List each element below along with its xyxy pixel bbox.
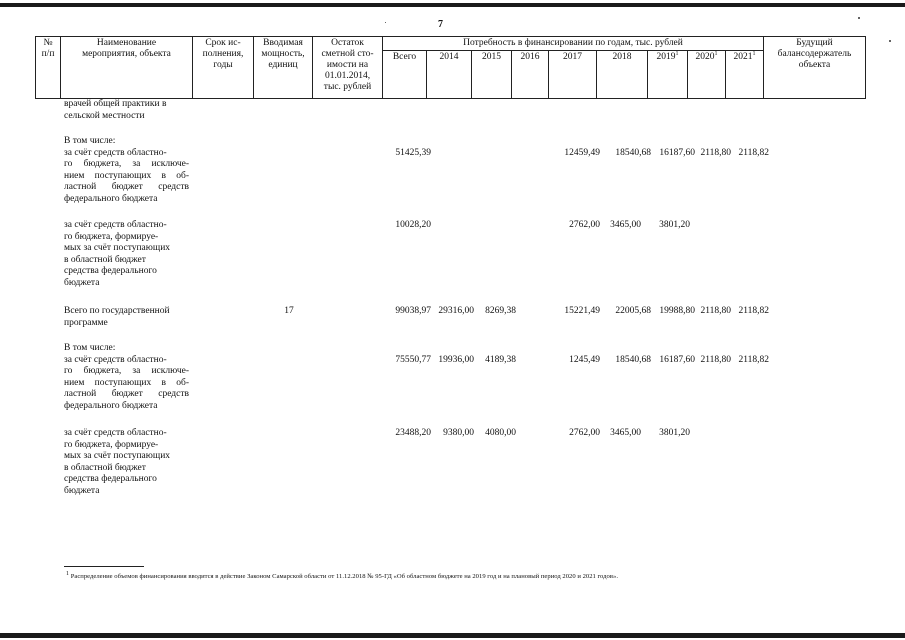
cell-2015: 4080,00 xyxy=(485,428,516,438)
cell-2017: 15221,49 xyxy=(564,306,600,316)
cell-2019: 3801,20 xyxy=(659,220,690,230)
cell-2018: 18540,68 xyxy=(615,355,651,365)
cell-2018: 3465,00 xyxy=(610,220,641,230)
row-name: за счёт средств областно- го бюджета, формируе- мых за счёт поступающих в областной бюджет средства федерального бюджета xyxy=(64,428,171,496)
header-col-holder: Будущий балансодержатель объекта xyxy=(764,37,866,99)
cell-2021: 2118,82 xyxy=(738,148,769,158)
header-year-2017: 2017 xyxy=(549,51,597,99)
page-number: 7 xyxy=(438,19,443,30)
cell-2020: 2118,80 xyxy=(700,355,731,365)
scan-edge-top xyxy=(0,3,905,7)
header-year-2019: 2019$^1$ xyxy=(648,51,688,99)
cell-2017: 2762,00 xyxy=(569,428,600,438)
header-col-capacity: Вводимая мощность, единиц xyxy=(254,37,313,99)
row-name: за счёт средств областно- го бюджета, формируе- мых за счёт поступающих в областной бюджет средства федерального бюджета xyxy=(64,220,171,288)
cell-total: 51425,39 xyxy=(395,148,431,158)
cell-2017: 2762,00 xyxy=(569,220,600,230)
header-col-need: Потребность в финансировании по годам, тыс. рублей xyxy=(383,37,764,51)
cell-2014: 29316,00 xyxy=(438,306,474,316)
cell-2018: 18540,68 xyxy=(615,148,651,158)
cell-2015: 4189,38 xyxy=(485,355,516,365)
scan-speck xyxy=(889,40,891,42)
header-year-2014: 2014 xyxy=(427,51,472,99)
header-col-number: № п/п xyxy=(36,37,61,99)
cell-2021: 2118,82 xyxy=(738,355,769,365)
cell-total: 10028,20 xyxy=(395,220,431,230)
cell-2021: 2118,82 xyxy=(738,306,769,316)
cell-total: 75550,77 xyxy=(395,355,431,365)
cell-2017: 1245,49 xyxy=(569,355,600,365)
cell-2014: 19936,00 xyxy=(438,355,474,365)
scan-edge-bottom xyxy=(0,633,905,638)
cell-2019: 16187,60 xyxy=(659,148,695,158)
row-name: Всего по государственной программе xyxy=(64,306,170,328)
header-col-name: Наименование мероприятия, объекта xyxy=(61,37,193,99)
financing-table-header xyxy=(35,36,866,99)
header-col-remainder: Остаток сметной сто- имости на 01.01.2014, тыс. рублей xyxy=(313,37,383,99)
header-year-2021: 2021$^1$ xyxy=(726,51,764,99)
cell-2020: 2118,80 xyxy=(700,148,731,158)
cell-2019: 3801,20 xyxy=(659,428,690,438)
header-year-2020: 2020$^1$ xyxy=(688,51,726,99)
cell-capacity: 17 xyxy=(284,306,294,316)
scan-speck xyxy=(385,22,386,23)
cell-2018: 3465,00 xyxy=(610,428,641,438)
cell-2014: 9380,00 xyxy=(443,428,474,438)
row-name: В том числе: за счёт средств областно- го бюджета, за исключе- нием поступающих в об- ластной бюджет средств федерального бюджета xyxy=(64,343,189,411)
cell-total: 23488,20 xyxy=(395,428,431,438)
cell-2017: 12459,49 xyxy=(564,148,600,158)
cell-2020: 2118,80 xyxy=(700,306,731,316)
cell-2015: 8269,38 xyxy=(485,306,516,316)
header-year-2018: 2018 xyxy=(597,51,648,99)
header-col-term: Срок ис- полнения, годы xyxy=(193,37,254,99)
cell-2019: 16187,60 xyxy=(659,355,695,365)
cell-2018: 22005,68 xyxy=(615,306,651,316)
footnote: $^1$ Распределение объемов финансирования вводится в действие Законом Самарской области от 11.12.2018 № 95-ГД «Об областном бюджете на 2019 год и на плановый период 2020 и 2021 годов». xyxy=(66,570,618,580)
header-year-2016: 2016 xyxy=(512,51,549,99)
cell-2019: 19988,80 xyxy=(659,306,695,316)
row-name: врачей общей практики в сельской местности xyxy=(64,99,167,121)
scan-speck xyxy=(858,17,860,19)
header-sub-total: Всего xyxy=(383,51,427,99)
cell-total: 99038,97 xyxy=(395,306,431,316)
row-name: В том числе: за счёт средств областно- го бюджета, за исключе- нием поступающих в об- ластной бюджет средств федерального бюджета xyxy=(64,136,189,204)
footnote-separator xyxy=(64,566,144,567)
header-year-2015: 2015 xyxy=(472,51,512,99)
